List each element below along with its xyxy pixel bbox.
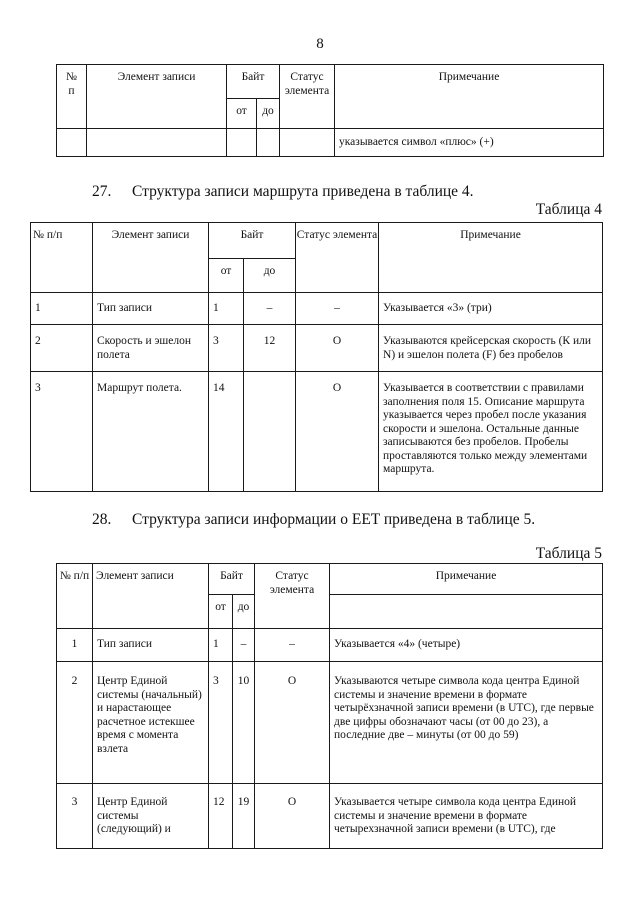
table-row: [57, 129, 604, 157]
header-to: до: [233, 595, 255, 629]
header-bytes: Байт: [209, 564, 255, 595]
header-element: Элемент записи: [93, 223, 209, 293]
table-row: 2 Центр Единой системы (начальный) и нарастающее расчетное истекшее время с момента взлета 3 10 О Указываются четыре символа кода центра Единой системы и значение времени в формате четырёхзначной записи времени (в UTC), где первые две цифры обозначают часы (от 00 до 23), а последние две – минуты (от 00 до 59): [57, 662, 603, 784]
table-4: [30, 222, 603, 492]
table-5: [56, 563, 603, 849]
header-note: Примечание: [379, 223, 603, 293]
header-note: Примечание: [330, 564, 603, 595]
table-row: 2 Скорость и эшелон полета 3 12 О Указываются крейсерская скорость (К или N) и эшелон полета (F) без пробелов: [31, 325, 603, 372]
header-num: № п/п: [31, 223, 93, 293]
header-to: до: [257, 99, 280, 129]
table-row: 1 Тип записи 1 – – Указывается «3» (три): [31, 293, 603, 325]
header-element: Элемент записи: [87, 65, 227, 129]
header-from: от: [209, 259, 244, 293]
header-bytes: Байт: [227, 65, 280, 99]
header-note: Примечание: [335, 65, 604, 129]
top-table: [56, 64, 604, 157]
header-bytes: Байт: [209, 223, 296, 259]
header-status: Статус элемента: [296, 223, 379, 293]
row-note: указывается символ «плюс» (+): [335, 129, 604, 157]
page-number: 8: [316, 36, 324, 52]
header-num: № п: [57, 65, 87, 129]
header-from: от: [209, 595, 233, 629]
header-status: Статус элемента: [255, 564, 330, 629]
table5-caption: Таблица 5: [535, 545, 602, 562]
table-row: 1 Тип записи 1 – – Указывается «4» (четыре): [57, 629, 603, 662]
header-status: Статус элемента: [280, 65, 335, 129]
table-row: 3 Центр Единой системы (следующий) и 12 19 О Указывается четыре символа кода центра Единой системы и значение времени в формате четырехзначной записи времени (в UTC), где: [57, 784, 603, 849]
header-element: Элемент записи: [93, 564, 209, 629]
header-from: от: [227, 99, 257, 129]
table-row: 3 Маршрут полета. 14 О Указывается в соответствии с правилами заполнения поля 15. Описание маршрута указывается через пробел после указания скорости и эшелона. Остальные данные записываются без пробелов. Пробелы проставляются только между элементами маршрута.: [31, 372, 603, 492]
paragraph-28: 28. Структура записи информации о EET приведена в таблице 5.: [92, 511, 536, 528]
header-num: № п/п: [57, 564, 93, 629]
table4-caption: Таблица 4: [535, 201, 602, 218]
header-to: до: [244, 259, 296, 293]
paragraph-27: 27. Структура записи маршрута приведена в таблице 4.: [92, 183, 474, 200]
